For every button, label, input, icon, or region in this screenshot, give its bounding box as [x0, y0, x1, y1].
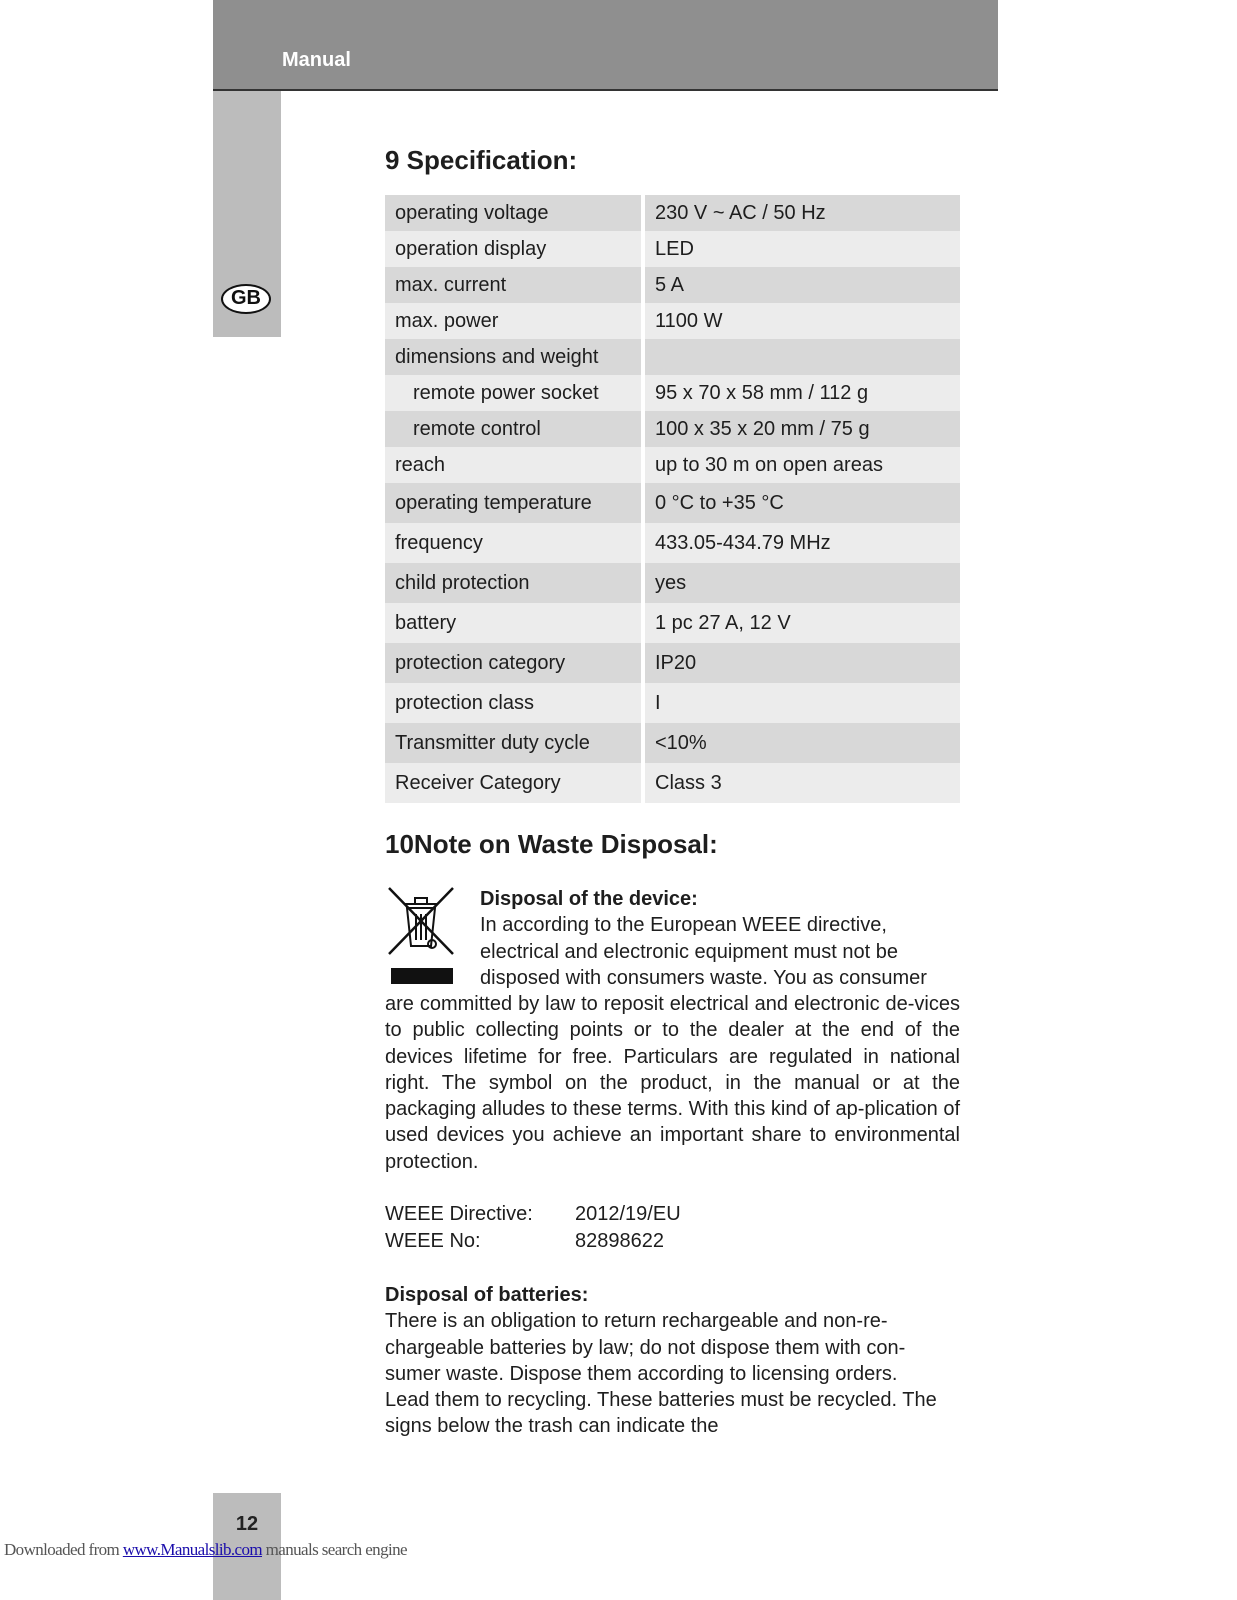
- weee-no-label: WEEE No:: [385, 1230, 481, 1252]
- device-disposal-heading: Disposal of the device:: [480, 888, 698, 910]
- language-badge: GB: [221, 284, 271, 314]
- spec-row: [385, 483, 960, 523]
- page-header: [213, 0, 998, 91]
- spec-value: LED: [643, 231, 960, 267]
- spec-row: [385, 303, 960, 339]
- spec-label: Transmitter duty cycle: [385, 723, 643, 763]
- spec-value: I: [643, 683, 960, 723]
- spec-label: max. current: [385, 267, 643, 303]
- spec-value: 1100 W: [643, 303, 960, 339]
- section-9-title: 9 Specification:: [385, 145, 578, 175]
- spec-row: [385, 195, 960, 231]
- device-disposal-intro: [480, 886, 960, 991]
- weee-no-row: [385, 1230, 664, 1253]
- spec-value: <10%: [643, 723, 960, 763]
- spec-row: [385, 267, 960, 303]
- spec-label: child protection: [385, 563, 643, 603]
- spec-value: yes: [643, 563, 960, 603]
- battery-disposal-heading: Disposal of batteries:: [385, 1284, 589, 1306]
- battery-disposal-text: There is an obligation to return rechargeable and non-re-chargeable batteries by law; do not dispose them with con-sumer waste. Dispose them according to licensing orders. Lead them to recycling. These batteries must be recycled. The signs below the trash can indicate the: [385, 1310, 937, 1438]
- spec-value: 230 V ~ AC / 50 Hz: [643, 195, 960, 231]
- spec-label: operating temperature: [385, 483, 643, 523]
- header-title: Manual: [282, 49, 351, 71]
- spec-row: [385, 375, 960, 411]
- spec-label: protection category: [385, 643, 643, 683]
- spec-label: protection class: [385, 683, 643, 723]
- weee-directive-label: WEEE Directive:: [385, 1203, 533, 1225]
- spec-label: operation display: [385, 231, 643, 267]
- spec-value: 5 A: [643, 267, 960, 303]
- spec-label: reach: [385, 447, 643, 483]
- page-number: 12: [235, 1513, 259, 1535]
- spec-label: remote power socket: [385, 375, 643, 411]
- weee-directive-row: [385, 1203, 681, 1226]
- spec-value: 1 pc 27 A, 12 V: [643, 603, 960, 643]
- spec-row: [385, 231, 960, 267]
- spec-row: [385, 643, 960, 683]
- spec-row: [385, 723, 960, 763]
- download-credit: [4, 1540, 407, 1560]
- spec-row: [385, 523, 960, 563]
- language-side-tab: [213, 91, 281, 337]
- credit-suffix: manuals search engine: [262, 1540, 407, 1559]
- spec-label: remote control: [385, 411, 643, 447]
- spec-value: IP20: [643, 643, 960, 683]
- spec-row: [385, 339, 960, 375]
- spec-label: Receiver Category: [385, 763, 643, 803]
- spec-row: [385, 563, 960, 603]
- spec-value: 433.05-434.79 MHz: [643, 523, 960, 563]
- spec-value: 95 x 70 x 58 mm / 112 g: [643, 375, 960, 411]
- device-disposal-wrapped-text: In according to the European WEEE directive, electrical and electronic equipment must not be disposed with consumers waste. You as consumer: [480, 914, 927, 989]
- spec-row: [385, 603, 960, 643]
- spec-value: up to 30 m on open areas: [643, 447, 960, 483]
- spec-value: 100 x 35 x 20 mm / 75 g: [643, 411, 960, 447]
- weee-directive-value: 2012/19/EU: [575, 1203, 681, 1225]
- spec-value: Class 3: [643, 763, 960, 803]
- spec-label: dimensions and weight: [385, 339, 643, 375]
- spec-value: [643, 339, 960, 375]
- spec-row: [385, 763, 960, 803]
- spec-row: [385, 411, 960, 447]
- section-10-title: 10Note on Waste Disposal:: [385, 829, 718, 859]
- spec-row: [385, 683, 960, 723]
- battery-disposal-block: [385, 1282, 945, 1440]
- spec-row: [385, 447, 960, 483]
- spec-label: operating voltage: [385, 195, 643, 231]
- spec-value: 0 °C to +35 °C: [643, 483, 960, 523]
- spec-label: frequency: [385, 523, 643, 563]
- weee-crossed-bin-icon: [385, 884, 457, 988]
- weee-no-value: 82898622: [575, 1230, 664, 1252]
- spec-table: [385, 195, 960, 803]
- spec-label: max. power: [385, 303, 643, 339]
- device-disposal-body: are committed by law to reposit electrical and electronic de-vices to public collecting points or to the dealer at the end of the devices lifetime for free. Particulars are regulated in national right. The symbol on the product, in the manual or at the packaging alludes to these terms. With this kind of ap-plication of used devices you achieve an important share to environmental protection.: [385, 993, 960, 1173]
- credit-prefix: Downloaded from: [4, 1540, 123, 1559]
- manualslib-link[interactable]: www.Manualslib.com: [122, 1540, 263, 1559]
- spec-label: battery: [385, 603, 643, 643]
